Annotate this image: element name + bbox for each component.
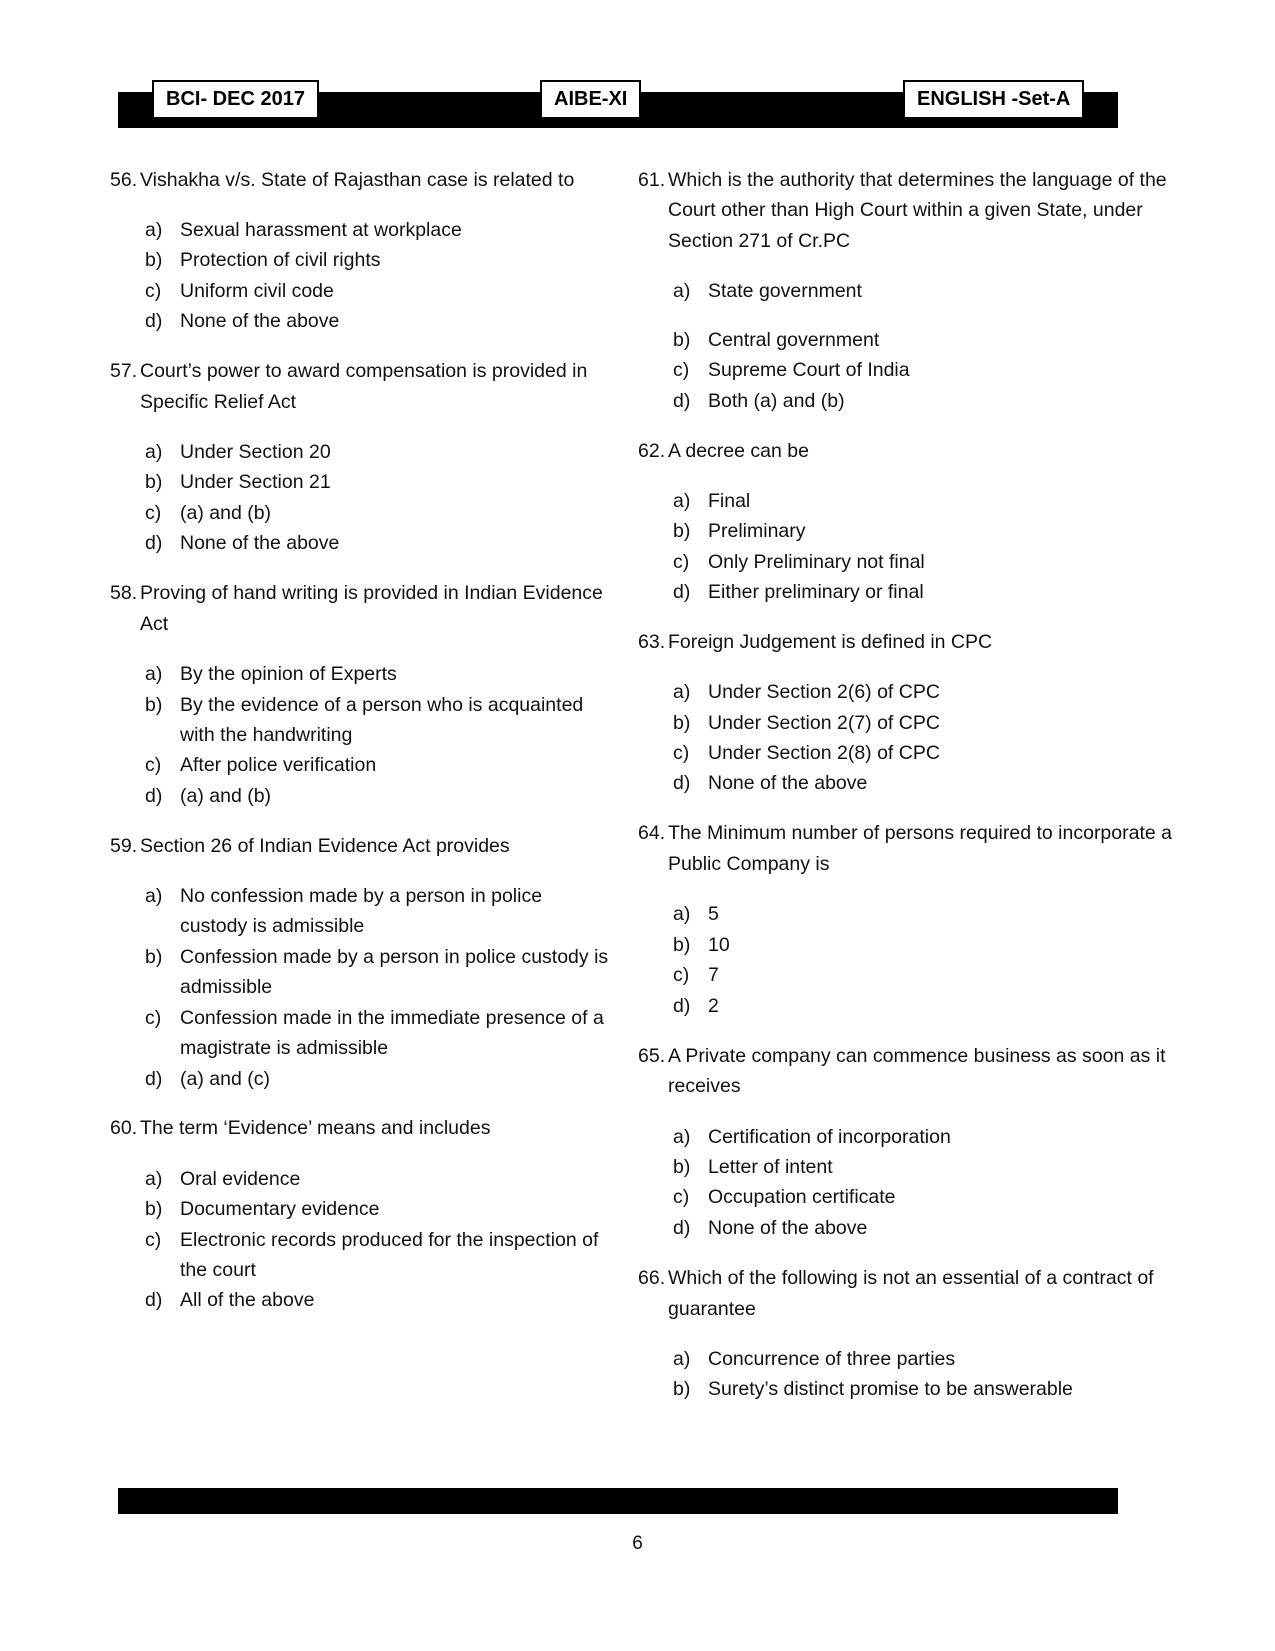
option-text: 5 bbox=[708, 903, 719, 926]
option-label: b) bbox=[673, 1156, 691, 1179]
option-label: b) bbox=[145, 945, 163, 968]
option-text: 7 bbox=[708, 964, 719, 987]
option-text: By the evidence of a person who is acquainted with the handwriting bbox=[180, 693, 584, 747]
question-number: 59. bbox=[110, 834, 138, 857]
option-text: (a) and (b) bbox=[180, 784, 272, 807]
option-item[interactable] bbox=[110, 1285, 610, 1315]
option-item[interactable] bbox=[110, 659, 610, 689]
header-exam-label: BCI- DEC 2017 bbox=[152, 80, 319, 119]
option-label: c) bbox=[145, 1228, 162, 1251]
option-text: Oral evidence bbox=[180, 1167, 301, 1190]
option-item[interactable] bbox=[638, 355, 1200, 385]
option-item[interactable] bbox=[638, 708, 1200, 738]
option-list bbox=[638, 1122, 1200, 1244]
option-label: d) bbox=[673, 994, 691, 1017]
option-item[interactable] bbox=[638, 899, 1200, 929]
question-body: Vishakha v/s. State of Rajasthan case is related to bbox=[140, 168, 575, 191]
option-text: Preliminary bbox=[708, 520, 806, 543]
question-text bbox=[110, 578, 610, 640]
option-text: Under Section 21 bbox=[180, 471, 331, 494]
option-label: a) bbox=[673, 1347, 691, 1370]
question-body: A decree can be bbox=[668, 439, 809, 462]
question-text bbox=[110, 165, 610, 196]
option-text: Only Preliminary not final bbox=[708, 550, 925, 573]
option-label: a) bbox=[673, 280, 691, 303]
page-footer-band bbox=[118, 1488, 1118, 1514]
option-label: a) bbox=[145, 885, 163, 908]
option-item[interactable] bbox=[638, 577, 1200, 607]
question-number: 56. bbox=[110, 168, 138, 191]
question-body: Foreign Judgement is defined in CPC bbox=[668, 630, 993, 653]
question-block bbox=[638, 1263, 1200, 1405]
option-label: b) bbox=[673, 933, 691, 956]
question-columns bbox=[0, 145, 1275, 1423]
option-label: a) bbox=[145, 1167, 163, 1190]
option-text: Concurrence of three parties bbox=[708, 1347, 956, 1370]
option-label: c) bbox=[673, 550, 690, 573]
question-number: 60. bbox=[110, 1117, 138, 1140]
header-language-set: ENGLISH -Set-A bbox=[903, 80, 1084, 119]
option-label: d) bbox=[673, 581, 691, 604]
option-label: d) bbox=[145, 1067, 163, 1090]
option-text: By the opinion of Experts bbox=[180, 663, 397, 686]
option-label: d) bbox=[673, 1216, 691, 1239]
option-label: b) bbox=[145, 1198, 163, 1221]
option-label: b) bbox=[145, 471, 163, 494]
option-text: Documentary evidence bbox=[180, 1198, 380, 1221]
option-label: c) bbox=[673, 964, 690, 987]
question-block bbox=[110, 1113, 610, 1315]
option-list bbox=[638, 276, 1200, 416]
question-number: 62. bbox=[638, 439, 666, 462]
option-text: None of the above bbox=[180, 310, 340, 333]
option-text: None of the above bbox=[180, 532, 340, 555]
question-body: Which of the following is not an essential of a contract of guarantee bbox=[668, 1266, 1154, 1320]
option-label: c) bbox=[145, 1006, 162, 1029]
option-label: c) bbox=[673, 359, 690, 382]
option-label: d) bbox=[145, 532, 163, 555]
option-label: b) bbox=[673, 328, 691, 351]
option-list bbox=[110, 881, 610, 1094]
question-block bbox=[638, 1041, 1200, 1244]
option-text: Confession made by a person in police custody is admissible bbox=[180, 945, 609, 999]
option-list bbox=[638, 899, 1200, 1021]
option-list bbox=[110, 215, 610, 337]
option-label: d) bbox=[145, 310, 163, 333]
option-item[interactable] bbox=[110, 781, 610, 811]
option-label: c) bbox=[145, 501, 162, 524]
option-label: b) bbox=[673, 520, 691, 543]
option-item[interactable] bbox=[110, 1225, 610, 1286]
option-text: Confession made in the immediate presence of a magistrate is admissible bbox=[180, 1006, 604, 1060]
option-list bbox=[110, 1164, 610, 1316]
option-list bbox=[110, 659, 610, 811]
option-item[interactable] bbox=[110, 528, 610, 558]
option-text: Under Section 2(8) of CPC bbox=[708, 742, 940, 765]
question-block bbox=[110, 831, 610, 1094]
option-text: After police verification bbox=[180, 754, 377, 777]
question-number: 65. bbox=[638, 1044, 666, 1067]
question-text bbox=[638, 1263, 1200, 1325]
question-text bbox=[638, 818, 1200, 880]
option-item[interactable] bbox=[110, 1003, 610, 1064]
option-item[interactable] bbox=[110, 467, 610, 497]
option-text: State government bbox=[708, 280, 862, 303]
option-item[interactable] bbox=[638, 991, 1200, 1021]
question-text bbox=[638, 1041, 1200, 1103]
option-text: Central government bbox=[708, 328, 880, 351]
option-text: Under Section 2(7) of CPC bbox=[708, 711, 940, 734]
option-text: Either preliminary or final bbox=[708, 581, 924, 604]
option-text: Surety’s distinct promise to be answerable bbox=[708, 1378, 1073, 1401]
option-label: c) bbox=[145, 754, 162, 777]
option-item[interactable] bbox=[110, 215, 610, 245]
option-item[interactable] bbox=[638, 768, 1200, 798]
question-text bbox=[638, 436, 1200, 467]
question-number: 64. bbox=[638, 822, 666, 845]
option-label: c) bbox=[673, 1186, 690, 1209]
question-body: Section 26 of Indian Evidence Act provides bbox=[140, 834, 510, 857]
option-item[interactable] bbox=[638, 677, 1200, 707]
option-text: 2 bbox=[708, 994, 719, 1017]
option-text: Certification of incorporation bbox=[708, 1125, 951, 1148]
option-item[interactable] bbox=[110, 1064, 610, 1094]
option-list bbox=[638, 677, 1200, 799]
option-list bbox=[638, 486, 1200, 608]
option-item[interactable] bbox=[638, 547, 1200, 577]
question-block bbox=[638, 436, 1200, 608]
option-text: Sexual harassment at workplace bbox=[180, 218, 462, 241]
right-question-column bbox=[620, 145, 1275, 1423]
question-body: The Minimum number of persons required to incorporate a Public Company is bbox=[668, 822, 1172, 876]
question-body: Proving of hand writing is provided in Indian Evidence Act bbox=[140, 582, 603, 635]
option-label: d) bbox=[673, 772, 691, 795]
option-label: a) bbox=[145, 218, 163, 241]
question-block bbox=[638, 627, 1200, 799]
question-text bbox=[110, 356, 610, 418]
option-list bbox=[638, 1344, 1200, 1405]
question-body: A Private company can commence business as soon as it receives bbox=[668, 1044, 1166, 1098]
option-label: a) bbox=[145, 663, 163, 686]
option-label: b) bbox=[145, 249, 163, 272]
option-item[interactable] bbox=[110, 690, 610, 751]
option-item[interactable] bbox=[110, 437, 610, 467]
option-label: a) bbox=[673, 489, 691, 512]
page-number: 6 bbox=[632, 1533, 643, 1554]
option-item[interactable] bbox=[638, 960, 1200, 990]
question-body: Court’s power to award compensation is provided in Specific Relief Act bbox=[140, 359, 588, 413]
question-number: 66. bbox=[638, 1266, 666, 1289]
option-text: Under Section 2(6) of CPC bbox=[708, 681, 940, 704]
option-item[interactable] bbox=[638, 1182, 1200, 1212]
option-label: b) bbox=[673, 711, 691, 734]
option-item[interactable] bbox=[638, 325, 1200, 355]
option-item[interactable] bbox=[110, 498, 610, 528]
option-label: d) bbox=[145, 1289, 163, 1312]
option-text: (a) and (b) bbox=[180, 501, 272, 524]
option-text: All of the above bbox=[180, 1289, 315, 1312]
option-item[interactable] bbox=[110, 1164, 610, 1194]
option-label: c) bbox=[145, 279, 162, 302]
question-text bbox=[638, 627, 1200, 658]
option-label: d) bbox=[145, 784, 163, 807]
option-item[interactable] bbox=[638, 1213, 1200, 1243]
option-label: a) bbox=[673, 1125, 691, 1148]
option-text: None of the above bbox=[708, 772, 868, 795]
option-label: a) bbox=[145, 441, 163, 464]
option-text: (a) and (c) bbox=[180, 1067, 270, 1090]
question-block bbox=[110, 578, 610, 811]
option-label: b) bbox=[145, 693, 163, 716]
option-item[interactable] bbox=[638, 1374, 1200, 1404]
question-block bbox=[110, 165, 610, 337]
option-text: Uniform civil code bbox=[180, 279, 334, 302]
option-text: Electronic records produced for the inspection of the court bbox=[180, 1228, 599, 1281]
option-item[interactable] bbox=[110, 1194, 610, 1224]
option-label: a) bbox=[673, 681, 691, 704]
question-block bbox=[638, 165, 1200, 417]
option-item[interactable] bbox=[638, 1152, 1200, 1182]
question-number: 58. bbox=[110, 582, 138, 605]
question-text bbox=[638, 165, 1200, 257]
option-list bbox=[110, 437, 610, 559]
option-text: None of the above bbox=[708, 1216, 868, 1239]
option-item[interactable] bbox=[110, 306, 610, 336]
option-item[interactable] bbox=[638, 386, 1200, 416]
option-label: d) bbox=[673, 389, 691, 412]
option-text: Supreme Court of India bbox=[708, 359, 910, 382]
option-label: b) bbox=[673, 1378, 691, 1401]
option-item[interactable] bbox=[110, 942, 610, 1003]
option-item[interactable] bbox=[110, 750, 610, 780]
option-label: a) bbox=[673, 903, 691, 926]
option-item[interactable] bbox=[638, 738, 1200, 768]
left-question-column bbox=[0, 145, 620, 1423]
option-item[interactable] bbox=[638, 1122, 1200, 1152]
option-item[interactable] bbox=[638, 276, 1200, 306]
option-text: 10 bbox=[708, 933, 730, 956]
option-item[interactable] bbox=[110, 245, 610, 275]
question-body: The term ‘Evidence’ means and includes bbox=[140, 1117, 491, 1140]
option-text: Occupation certificate bbox=[708, 1186, 896, 1209]
option-label: c) bbox=[673, 742, 690, 765]
option-text: No confession made by a person in police custody is admissible bbox=[180, 885, 543, 938]
option-item[interactable] bbox=[638, 930, 1200, 960]
question-block bbox=[110, 356, 610, 559]
option-text: Letter of intent bbox=[708, 1156, 833, 1179]
option-item[interactable] bbox=[638, 516, 1200, 546]
question-number: 61. bbox=[638, 168, 666, 191]
option-text: Both (a) and (b) bbox=[708, 389, 845, 412]
option-item[interactable] bbox=[110, 276, 610, 306]
question-body: Which is the authority that determines the language of the Court other than High Court within a given State, under Section 271 of Cr.PC bbox=[668, 168, 1167, 253]
question-number: 57. bbox=[110, 359, 138, 382]
question-block bbox=[638, 818, 1200, 1021]
header-exam-code: AIBE-XI bbox=[540, 80, 641, 119]
option-item[interactable] bbox=[638, 486, 1200, 516]
question-text bbox=[110, 831, 610, 862]
question-text bbox=[110, 1113, 610, 1144]
question-number: 63. bbox=[638, 630, 666, 653]
option-item[interactable] bbox=[638, 1344, 1200, 1374]
page-header-band bbox=[118, 88, 1118, 128]
option-text: Final bbox=[708, 489, 751, 512]
option-text: Protection of civil rights bbox=[180, 249, 381, 272]
option-item[interactable] bbox=[110, 881, 610, 942]
option-text: Under Section 20 bbox=[180, 441, 331, 464]
